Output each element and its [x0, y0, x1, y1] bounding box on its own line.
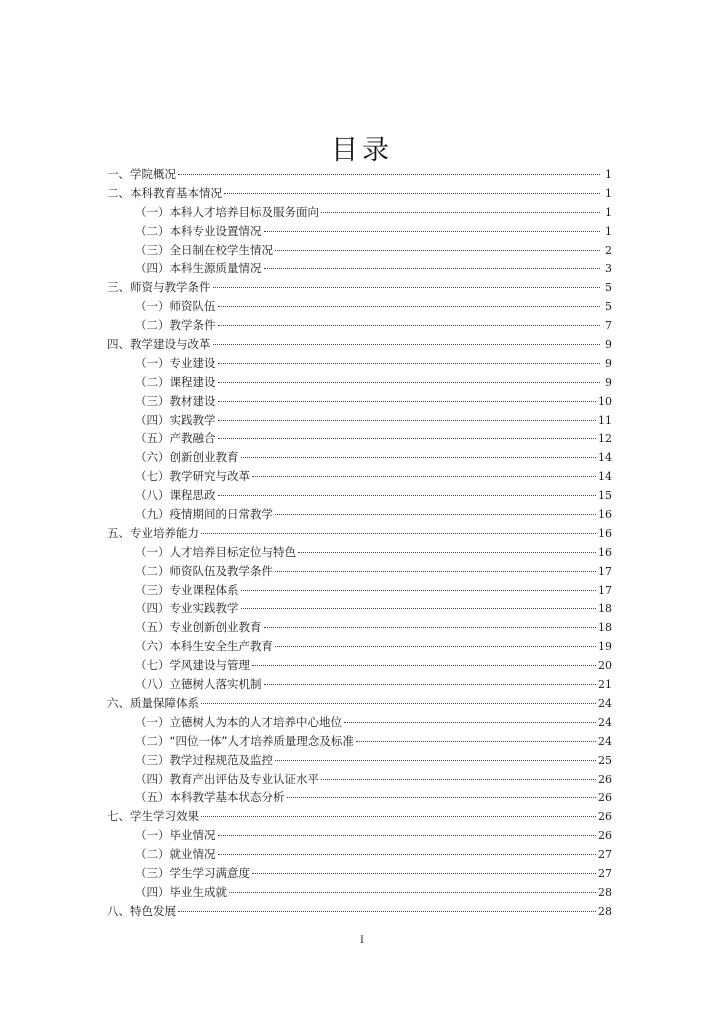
toc-entry-page-number: 16	[598, 508, 612, 522]
toc-subsection-entry	[107, 316, 612, 335]
toc-dot-leader	[275, 571, 596, 572]
toc-subsection-entry	[107, 222, 612, 241]
toc-dot-leader	[218, 438, 597, 439]
toc-section-entry	[107, 902, 612, 921]
toc-entry-label: （六）本科生安全生产教育	[135, 639, 273, 654]
toc-dot-leader	[275, 250, 600, 251]
toc-entry-page-number: 9	[605, 375, 612, 389]
toc-entry-label: （三）全日制在校学生情况	[135, 242, 273, 257]
toc-dot-leader	[264, 684, 597, 685]
toc-entry-page-number: 25	[598, 753, 612, 767]
toc-dot-leader	[344, 722, 596, 723]
toc-entry-label: （九）疫情期间的日常教学	[135, 507, 273, 522]
toc-dot-leader	[201, 703, 596, 704]
toc-entry-page-number: 26	[598, 791, 612, 805]
toc-subsection-entry	[107, 505, 612, 524]
toc-dot-leader	[213, 287, 601, 288]
toc-dot-leader	[224, 193, 600, 194]
toc-subsection-entry	[107, 543, 612, 562]
toc-entry-label: 五、专业培养能力	[107, 525, 199, 540]
toc-subsection-entry	[107, 467, 612, 486]
toc-subsection-entry	[107, 883, 612, 902]
toc-entry-label: 六、质量保障体系	[107, 695, 199, 710]
toc-dot-leader	[213, 344, 601, 345]
toc-subsection-entry	[107, 203, 612, 222]
toc-subsection-entry	[107, 448, 612, 467]
toc-dot-leader	[275, 646, 596, 647]
toc-entry-page-number: 11	[598, 413, 612, 427]
toc-entry-label: （四）专业实践教学	[135, 601, 239, 616]
toc-entry-label: （六）创新创业教育	[135, 450, 239, 465]
toc-dot-leader	[218, 495, 597, 496]
toc-subsection-entry	[107, 354, 612, 373]
toc-entry-label: （一）人才培养目标定位与特色	[135, 544, 296, 559]
toc-entry-label: （七）教学研究与改革	[135, 469, 250, 484]
toc-entry-label: （三）学生学习满意度	[135, 865, 250, 880]
toc-entry-page-number: 20	[598, 659, 612, 673]
toc-section-entry	[107, 165, 612, 184]
toc-dot-leader	[275, 760, 596, 761]
toc-subsection-entry	[107, 864, 612, 883]
page-title: 目录	[331, 135, 393, 166]
toc-entry-label: （一）师资队伍	[135, 299, 216, 314]
toc-dot-leader	[218, 382, 601, 383]
toc-entry-label: （三）教材建设	[135, 393, 216, 408]
toc-section-entry	[107, 184, 612, 203]
toc-entry-label: （一）立德树人为本的人才培养中心地位	[135, 714, 342, 729]
toc-subsection-entry	[107, 770, 612, 789]
toc-subsection-entry	[107, 788, 612, 807]
toc-subsection-entry	[107, 581, 612, 600]
toc-entry-page-number: 9	[605, 338, 612, 352]
toc-entry-page-number: 7	[605, 319, 612, 333]
toc-subsection-entry	[107, 392, 612, 411]
toc-entry-label: （四）本科生源质量情况	[135, 261, 262, 276]
toc-dot-leader	[264, 231, 601, 232]
toc-dot-leader	[218, 420, 597, 421]
toc-entry-page-number: 19	[598, 640, 612, 654]
toc-entry-label: （一）本科人才培养目标及服务面向	[135, 204, 319, 219]
toc-entry-page-number: 1	[605, 224, 612, 238]
toc-entry-page-number: 18	[598, 602, 612, 616]
toc-dot-leader	[321, 779, 596, 780]
toc-entry-page-number: 5	[605, 300, 612, 314]
footer-page-number: I	[360, 935, 364, 946]
toc-entry-label: （二）课程建设	[135, 374, 216, 389]
toc-entry-label: （七）学风建设与管理	[135, 658, 250, 673]
toc-entry-page-number: 27	[598, 866, 612, 880]
toc-dot-leader	[298, 552, 596, 553]
toc-entry-page-number: 12	[598, 432, 612, 446]
toc-dot-leader	[218, 835, 597, 836]
toc-entry-page-number: 18	[598, 621, 612, 635]
toc-entry-page-number: 21	[598, 678, 612, 692]
toc-entry-label: （三）教学过程规范及监控	[135, 752, 273, 767]
toc-entry-page-number: 14	[598, 451, 612, 465]
toc-section-entry	[107, 524, 612, 543]
toc-dot-leader	[178, 911, 596, 912]
toc-dot-leader	[229, 892, 596, 893]
toc-entry-page-number: 15	[598, 489, 612, 503]
toc-dot-leader	[218, 306, 601, 307]
toc-subsection-entry	[107, 373, 612, 392]
toc-dot-leader	[218, 363, 601, 364]
toc-dot-leader	[264, 627, 597, 628]
toc-entry-label: （一）毕业情况	[135, 828, 216, 843]
toc-entry-label: 三、师资与教学条件	[107, 280, 211, 295]
toc-entry-label: （五）本科教学基本状态分析	[135, 790, 285, 805]
toc-entry-label: （五）产教融合	[135, 431, 216, 446]
toc-entry-page-number: 9	[605, 356, 612, 370]
toc-entry-page-number: 17	[598, 564, 612, 578]
toc-entry-page-number: 5	[605, 281, 612, 295]
toc-dot-leader	[201, 816, 596, 817]
toc-section-entry	[107, 807, 612, 826]
toc-subsection-entry	[107, 675, 612, 694]
toc-dot-leader	[287, 797, 597, 798]
toc-subsection-entry	[107, 618, 612, 637]
toc-entry-label: 七、学生学习效果	[107, 809, 199, 824]
toc-subsection-entry	[107, 845, 612, 864]
toc-entry-page-number: 3	[605, 262, 612, 276]
toc-dot-leader	[321, 212, 600, 213]
toc-dot-leader	[241, 608, 597, 609]
toc-entry-page-number: 26	[598, 810, 612, 824]
toc-entry-page-number: 16	[598, 526, 612, 540]
toc-subsection-entry	[107, 732, 612, 751]
toc-subsection-entry	[107, 599, 612, 618]
toc-entry-label: 四、教学建设与改革	[107, 337, 211, 352]
toc-dot-leader	[201, 533, 596, 534]
toc-dot-leader	[252, 873, 596, 874]
toc-entry-label: （三）专业课程体系	[135, 582, 239, 597]
toc-dot-leader	[252, 665, 596, 666]
toc-entry-page-number: 10	[598, 394, 612, 408]
toc-subsection-entry	[107, 826, 612, 845]
toc-entry-label: （四）毕业生成就	[135, 884, 227, 899]
toc-subsection-entry	[107, 751, 612, 770]
toc-entry-page-number: 24	[598, 696, 612, 710]
toc-entry-page-number: 28	[598, 885, 612, 899]
toc-subsection-entry	[107, 429, 612, 448]
toc-entry-label: （二）教学条件	[135, 318, 216, 333]
toc-section-entry	[107, 278, 612, 297]
toc-dot-leader	[356, 741, 596, 742]
toc-subsection-entry	[107, 713, 612, 732]
toc-entry-page-number: 1	[605, 205, 612, 219]
toc-dot-leader	[275, 514, 596, 515]
toc-entry-page-number: 24	[598, 734, 612, 748]
toc-entry-label: （二）“四位一体”人才培养质量理念及标准	[135, 733, 354, 748]
toc-entry-label: （四）实践教学	[135, 412, 216, 427]
toc-dot-leader	[218, 854, 597, 855]
toc-subsection-entry	[107, 486, 612, 505]
toc-entry-page-number: 1	[605, 186, 612, 200]
toc-subsection-entry	[107, 297, 612, 316]
toc-entry-page-number: 2	[605, 243, 612, 257]
toc-subsection-entry	[107, 259, 612, 278]
toc-dot-leader	[218, 401, 597, 402]
toc-entry-page-number: 24	[598, 715, 612, 729]
toc-entry-label: （一）专业建设	[135, 355, 216, 370]
toc-entry-page-number: 16	[598, 545, 612, 559]
toc-entry-label: 二、本科教育基本情况	[107, 185, 222, 200]
toc-entry-page-number: 14	[598, 470, 612, 484]
toc-entry-page-number: 26	[598, 772, 612, 786]
toc-subsection-entry	[107, 411, 612, 430]
toc-entry-label: （八）立德树人落实机制	[135, 677, 262, 692]
toc-dot-leader	[241, 457, 597, 458]
toc-subsection-entry	[107, 656, 612, 675]
toc-entry-page-number: 27	[598, 848, 612, 862]
toc-entry-label: （八）课程思政	[135, 488, 216, 503]
toc-entry-page-number: 17	[598, 583, 612, 597]
toc-entry-label: （五）专业创新创业教育	[135, 620, 262, 635]
toc-entry-label: 八、特色发展	[107, 903, 176, 918]
toc-entry-label: 一、学院概况	[107, 167, 176, 181]
toc-section-entry	[107, 335, 612, 354]
toc-dot-leader	[264, 268, 601, 269]
toc-entry-label: （四）教育产出评估及专业认证水平	[135, 771, 319, 786]
toc-subsection-entry	[107, 637, 612, 656]
toc-dot-leader	[218, 325, 601, 326]
toc-dot-leader	[252, 476, 596, 477]
table-of-contents	[107, 165, 612, 921]
toc-entry-label: （二）本科专业设置情况	[135, 223, 262, 238]
toc-dot-leader	[241, 590, 597, 591]
toc-entry-page-number: 1	[605, 168, 612, 181]
toc-entry-page-number: 28	[598, 904, 612, 918]
toc-entry-page-number: 26	[598, 829, 612, 843]
toc-entry-label: （二）就业情况	[135, 847, 216, 862]
toc-subsection-entry	[107, 241, 612, 260]
toc-subsection-entry	[107, 562, 612, 581]
toc-section-entry	[107, 694, 612, 713]
toc-entry-label: （二）师资队伍及教学条件	[135, 563, 273, 578]
toc-dot-leader	[178, 174, 600, 175]
